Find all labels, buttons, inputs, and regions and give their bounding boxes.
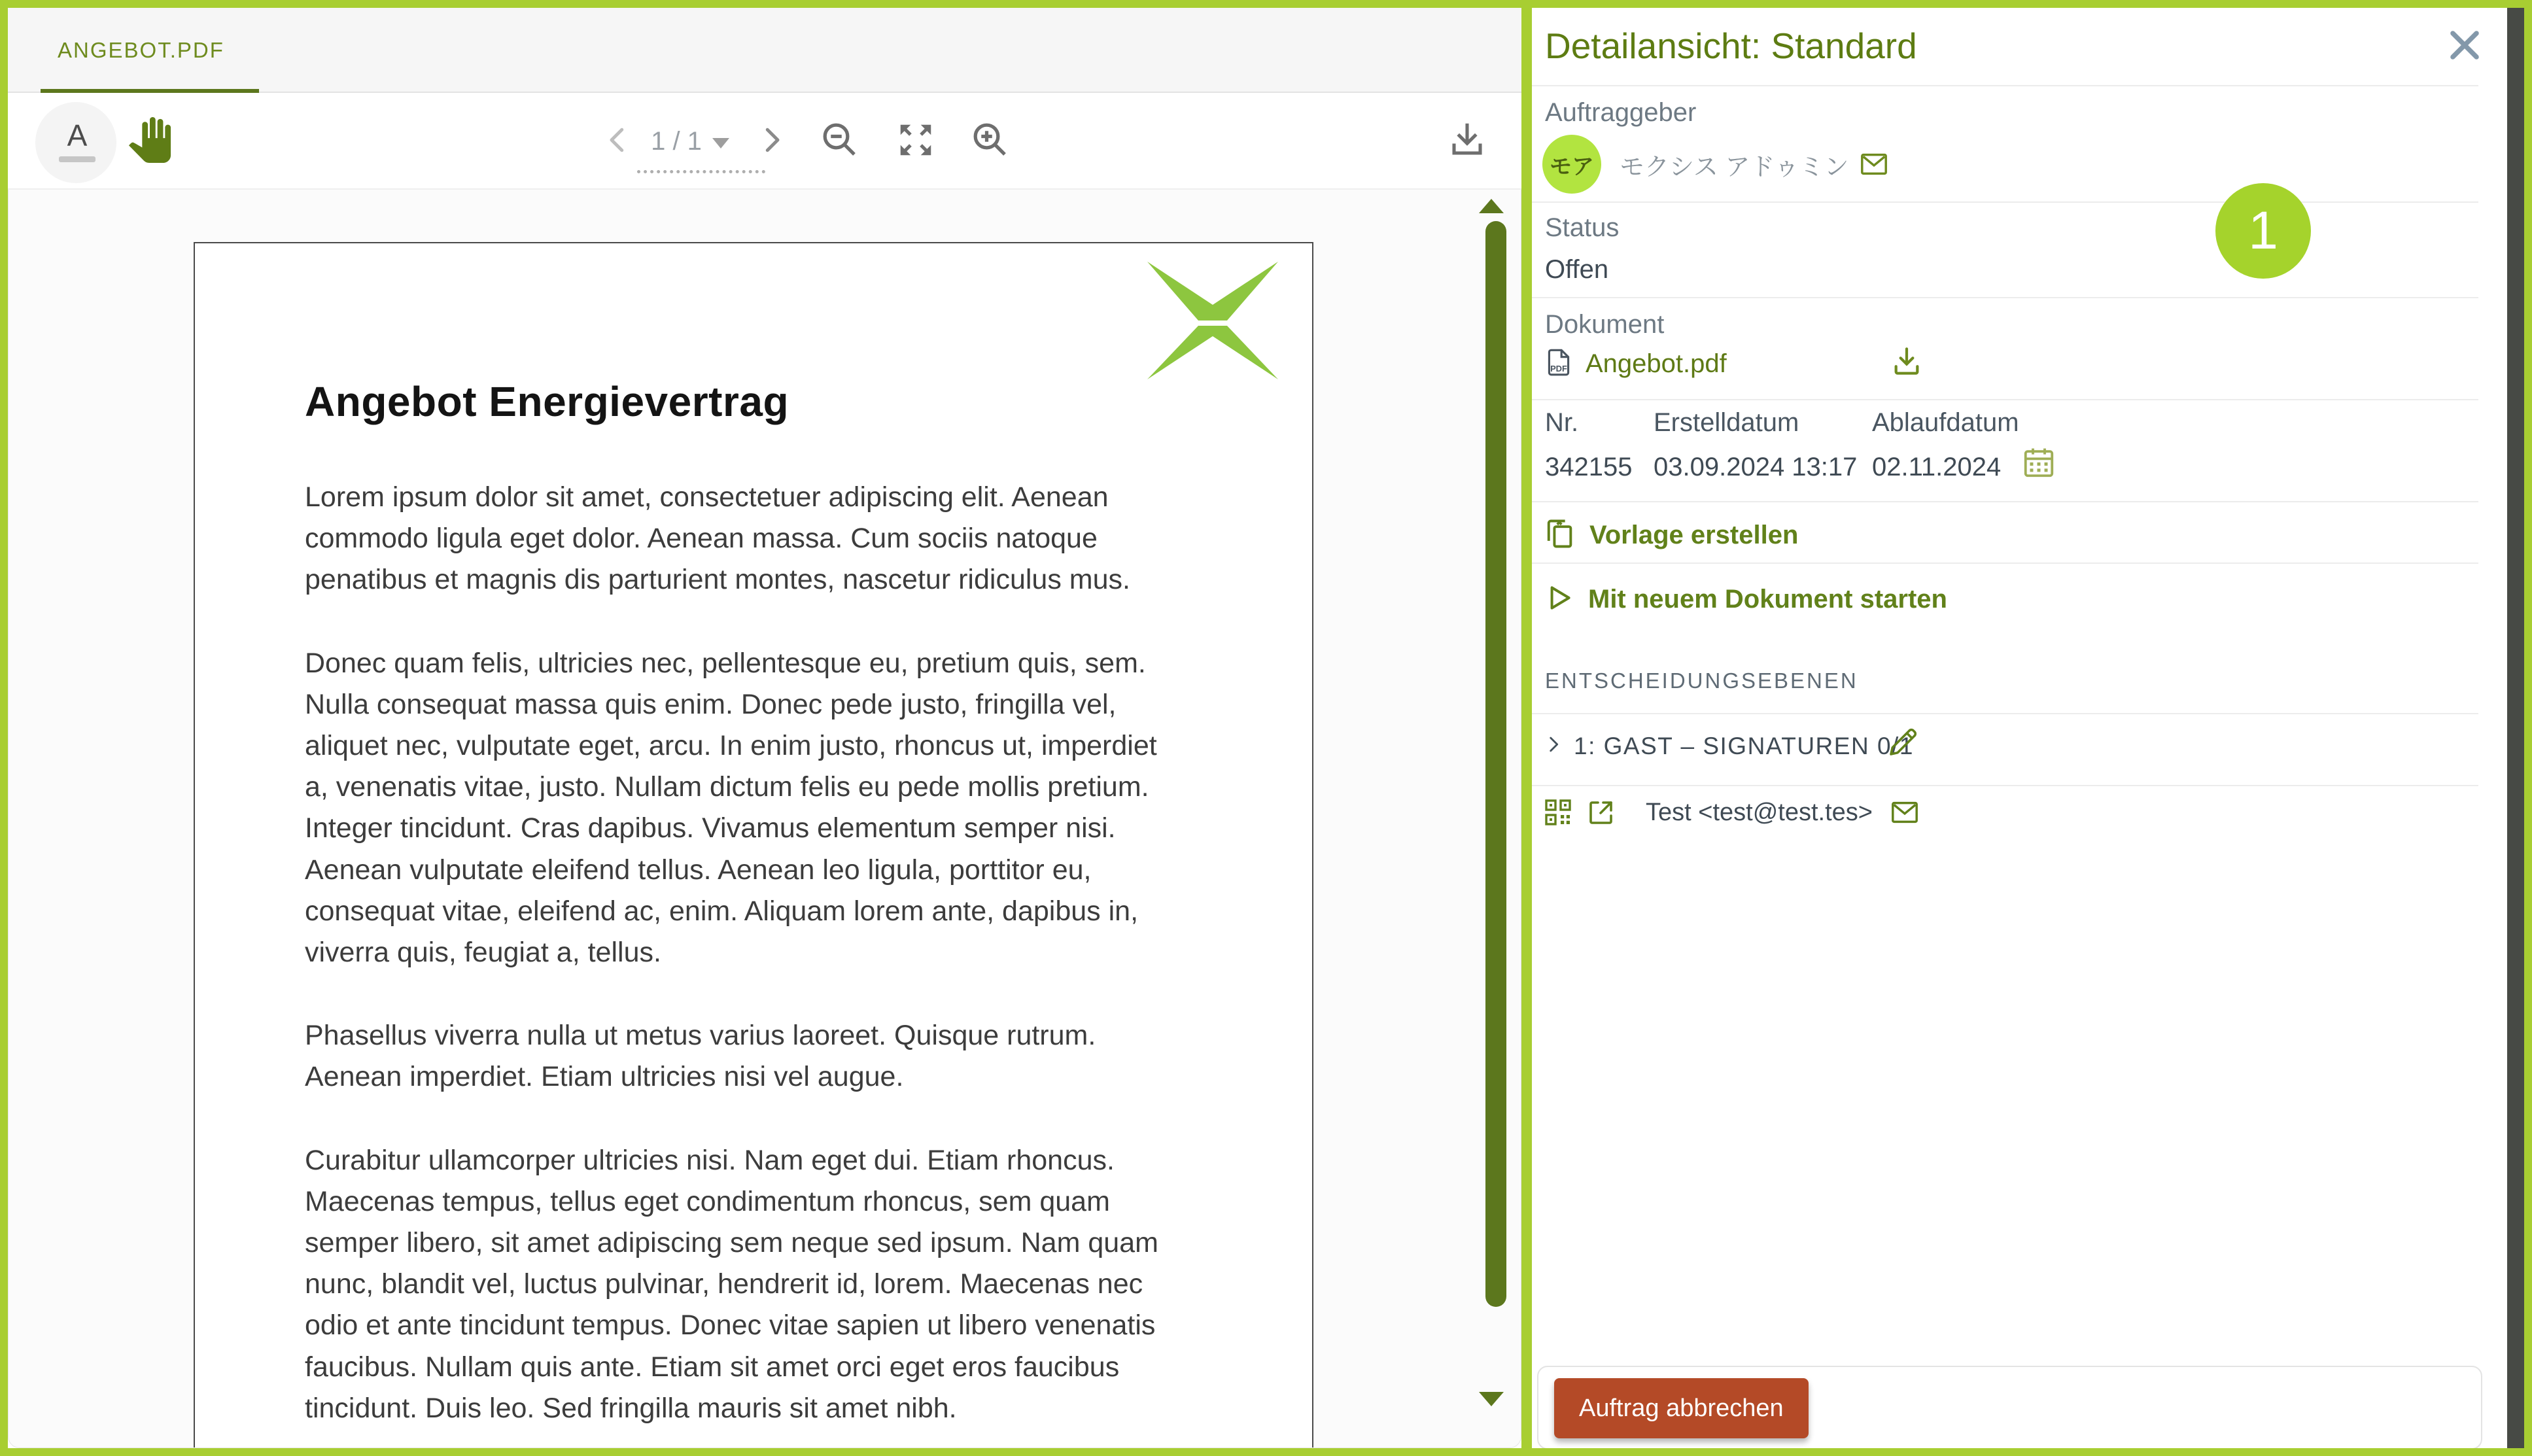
divider	[1532, 713, 2478, 714]
viewer-toolbar	[8, 93, 1521, 190]
client-name: モクシス アドゥミン	[1620, 153, 1849, 181]
start-new-document-link[interactable]	[1542, 580, 1947, 619]
nr-label: Nr.	[1545, 408, 1579, 437]
next-page-button[interactable]	[752, 93, 791, 190]
create-template-link[interactable]	[1542, 515, 1798, 555]
client-row	[1542, 135, 1890, 194]
page-indicator-text: 1 / 1	[651, 126, 702, 156]
divider	[1532, 785, 2478, 786]
expiry-value: 02.11.2024	[1872, 453, 2002, 481]
status-value: Offen	[1545, 255, 1609, 284]
panel-footer	[1537, 1366, 2482, 1449]
created-value: 03.09.2024 13:17	[1654, 453, 1858, 481]
panel-title: Detailansicht: Standard	[1545, 26, 1917, 66]
text-tool-icon: A	[67, 118, 88, 152]
page-indicator-dropdown[interactable]	[641, 93, 739, 190]
start-new-document-label: Mit neuem Dokument starten	[1588, 585, 1947, 614]
divider	[1532, 501, 2478, 502]
pdf-page	[194, 242, 1313, 1448]
panel-scrollbar[interactable]	[2507, 8, 2524, 1448]
signer-mail-icon[interactable]	[1888, 797, 1921, 827]
qr-code-icon[interactable]	[1542, 795, 1574, 829]
company-logo	[1147, 262, 1278, 383]
scroll-down-arrow[interactable]	[1479, 1392, 1504, 1406]
expiry-label: Ablaufdatum	[1872, 408, 2019, 437]
download-pdf-button[interactable]	[1888, 343, 1925, 383]
status-label: Status	[1545, 213, 1620, 242]
chevron-right-icon	[754, 122, 789, 161]
annotation-badge-1: 1	[2215, 183, 2311, 279]
edit-level-button[interactable]	[1885, 725, 1920, 763]
signer-identity: Test <test@test.tes>	[1646, 798, 1873, 826]
viewer-scrollbar-thumb[interactable]	[1485, 221, 1506, 1307]
document-title: Angebot Energievertrag	[305, 378, 789, 425]
hand-icon	[127, 114, 173, 169]
download-icon	[1446, 119, 1488, 164]
text-tool-underline	[59, 156, 95, 162]
divider	[1532, 201, 2478, 203]
divider	[1532, 399, 2478, 400]
document-paragraph: Curabitur ullamcorper ultricies nisi. Nam eget dui. Etiam rhoncus. Maecenas tempus, tellus eget condimentum rhoncus, sem quam semper libero, sit amet adipiscing sem neque sed ipsum. Nam quam nunc, blandit vel, luctus pulvinar, hendrerit id, lorem. Maecenas nec odio et ante tincidunt tempus. Donec vitae sapien ut libero venenatis faucibus. Nullam quis ante. Etiam sit amet orci eget eros faucibus tincidunt. Duis leo. Sed fringilla mauris sit amet nibh.	[305, 1144, 1158, 1424]
decision-levels-heading: ENTSCHEIDUNGSEBENEN	[1545, 668, 1858, 693]
pdf-viewer-pane	[8, 8, 1521, 1448]
download-document-button[interactable]	[1438, 93, 1497, 190]
open-external-icon[interactable]	[1586, 795, 1617, 829]
level-1-expander[interactable]	[1542, 731, 1914, 761]
document-paragraph: Lorem ipsum dolor sit amet, consectetuer adipiscing elit. Aenean commodo ligula eget dolor. Aenean massa. Cum sociis natoque penatibus et magnis dis parturient montes, nascetur ridiculus mus.	[305, 481, 1130, 596]
document-paragraph: Donec quam felis, ultricies nec, pellentesque eu, pretium quis, sem. Nulla consequat massa quis enim. Donec pede justo, fringilla vel, aliquet nec, vulputate eget, arcu. In enim justo, rhoncus ut, imperdiet a, venenatis vitae, justo. Nullam dictum felis eu pede mollis pretium. Integer tincidunt. Cras dapibus. Vivamus elementum semper nisi. Aenean vulputate eleifend tellus. Aenean leo ligula, porttitor eu, consequat vitae, eleifend ac, enim. Aliquam lorem ante, dapibus in, viverra quis, feugiat a, tellus.	[305, 647, 1157, 969]
detail-panel	[1532, 8, 2524, 1448]
panel-divider	[1521, 0, 1532, 1456]
divider	[1532, 85, 2478, 86]
create-template-label: Vorlage erstellen	[1589, 521, 1799, 549]
chevron-right-icon	[1542, 731, 1565, 761]
svg-text:PDF: PDF	[1550, 363, 1567, 373]
document-file-row	[1542, 345, 1727, 383]
zoom-out-icon	[818, 118, 861, 165]
document-tab-bar	[8, 8, 1521, 93]
copy-icon	[1542, 515, 1576, 555]
scroll-up-arrow[interactable]	[1479, 199, 1504, 213]
document-canvas	[8, 190, 1521, 1448]
close-panel-button[interactable]	[2446, 26, 2485, 65]
fullscreen-icon	[895, 120, 936, 164]
pan-tool-button[interactable]	[120, 93, 179, 190]
client-mail-button[interactable]	[1858, 149, 1890, 179]
nr-value: 342155	[1545, 453, 1633, 481]
chevron-left-icon	[600, 122, 635, 161]
cancel-order-button[interactable]: Auftrag abbrechen	[1554, 1378, 1809, 1438]
page-indicator-dotted-underline	[637, 170, 765, 173]
tab-label: ANGEBOT.PDF	[58, 38, 224, 62]
previous-page-button[interactable]	[598, 93, 637, 190]
document-label: Dokument	[1545, 310, 1665, 339]
fit-to-screen-button[interactable]	[890, 93, 942, 190]
document-paragraph: Phasellus viverra nulla ut metus varius laoreet. Quisque rutrum. Aenean imperdiet. Etiam ultricies nisi vel augue.	[305, 1020, 1096, 1093]
divider	[1532, 563, 2478, 564]
document-filename-link[interactable]: Angebot.pdf	[1586, 349, 1727, 378]
calendar-icon[interactable]	[2021, 445, 2056, 483]
zoom-in-icon	[969, 118, 1012, 165]
pdf-file-icon	[1542, 345, 1575, 383]
avatar: モア	[1542, 135, 1601, 194]
client-label: Auftraggeber	[1545, 98, 1697, 127]
zoom-out-button[interactable]	[814, 93, 866, 190]
chevron-down-icon	[712, 138, 729, 148]
tab-angebot-pdf[interactable]	[41, 8, 259, 93]
level-1-label: 1: GAST – SIGNATUREN 0/1	[1574, 732, 1914, 759]
created-label: Erstelldatum	[1654, 408, 1799, 437]
text-annotation-tool-button[interactable]	[46, 93, 109, 190]
play-icon	[1542, 580, 1575, 619]
signer-row	[1542, 795, 1933, 829]
zoom-in-button[interactable]	[964, 93, 1016, 190]
divider	[1532, 297, 2478, 298]
